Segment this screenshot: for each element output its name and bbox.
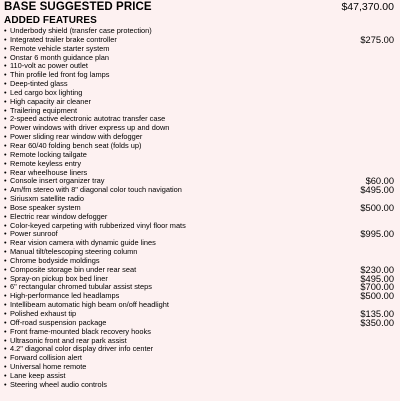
feature-list — [4, 27, 394, 390]
base-price-value: $47,370.00 — [341, 1, 394, 13]
feature-label: • Siriusxm satellite radio — [4, 195, 84, 204]
feature-label: • Front frame-mounted black recovery hooks — [4, 328, 151, 337]
feature-item — [4, 381, 394, 390]
price-header — [4, 1, 394, 15]
feature-label: • Trailering equipment — [4, 107, 77, 116]
feature-price: $135.00 — [360, 309, 394, 319]
feature-price: $495.00 — [360, 273, 394, 284]
feature-label: • Console insert organizer tray — [4, 177, 104, 186]
feature-label: • Off-road suspension package — [4, 319, 106, 328]
feature-label: • Power sunroof — [4, 230, 58, 239]
feature-label: • Rear vision camera with dynamic guide lines — [4, 239, 156, 248]
feature-label: • Polished exhaust tip — [4, 310, 76, 319]
feature-label: • 4.2" diagonal color display driver info center — [4, 345, 153, 354]
feature-label: • Bose speaker system — [4, 204, 81, 213]
feature-label: • Lane keep assist — [4, 372, 65, 381]
feature-label: • Underbody shield (transfer case protection) — [4, 27, 152, 36]
feature-label: • Onstar 6 month guidance plan — [4, 54, 109, 63]
feature-label: • Thin profile led front fog lamps — [4, 71, 109, 80]
feature-price: $60.00 — [365, 176, 394, 187]
feature-label: • Power sliding rear window with defogger — [4, 133, 142, 142]
feature-label: • Intellibeam automatic high beam on/off headlight — [4, 301, 169, 310]
feature-label: • Deep-tinted glass — [4, 80, 68, 89]
feature-label: • Chrome bodyside moldings — [4, 257, 100, 266]
feature-label: • Rear 60/40 folding bench seat (folds up) — [4, 142, 141, 151]
feature-price: $230.00 — [360, 264, 394, 275]
feature-label: • Power windows with driver express up and down — [4, 124, 169, 133]
feature-label: • High-performance led headlamps — [4, 292, 119, 301]
feature-price: $350.00 — [360, 317, 394, 328]
feature-label: • Electric rear window defogger — [4, 213, 107, 222]
feature-price: $700.00 — [360, 282, 394, 293]
feature-label: • Spray-on pickup box bed liner — [4, 275, 108, 284]
feature-label: • Remote vehicle starter system — [4, 45, 109, 54]
feature-label: • 110-volt ac power outlet — [4, 62, 88, 71]
feature-item — [4, 222, 394, 231]
feature-price: $495.00 — [360, 185, 394, 196]
feature-label: • Color-keyed carpeting with rubberized vinyl floor mats — [4, 222, 186, 231]
feature-label: • 6" rectangular chromed tubular assist steps — [4, 283, 152, 292]
feature-label: • Composite storage bin under rear seat — [4, 266, 136, 275]
feature-price: $500.00 — [360, 202, 394, 213]
feature-label: • Steering wheel audio controls — [4, 381, 107, 390]
feature-label: • Remote keyless entry — [4, 160, 81, 169]
feature-label: • Am/fm stereo with 8" diagonal color touch navigation — [4, 186, 182, 195]
feature-label: • Led cargo box lighting — [4, 89, 82, 98]
feature-label: • Universal home remote — [4, 363, 86, 372]
feature-price: $275.00 — [360, 34, 394, 45]
feature-label: • Remote locking tailgate — [4, 151, 87, 160]
base-price-label: BASE SUGGESTED PRICE — [4, 1, 152, 13]
feature-label: • Manual tilt/telescoping steering column — [4, 248, 137, 257]
feature-label: • Forward collision alert — [4, 354, 82, 363]
feature-price: $500.00 — [360, 291, 394, 302]
feature-label: • 2-speed active electronic autotrac transfer case — [4, 115, 165, 124]
feature-label: • Integrated trailer brake controller — [4, 36, 117, 45]
feature-label: • High capacity air cleaner — [4, 98, 91, 107]
feature-label: • Rear wheelhouse liners — [4, 169, 87, 178]
feature-price: $995.00 — [360, 229, 394, 240]
feature-label: • Ultrasonic front and rear park assist — [4, 337, 127, 346]
section-title: ADDED FEATURES — [4, 15, 97, 26]
